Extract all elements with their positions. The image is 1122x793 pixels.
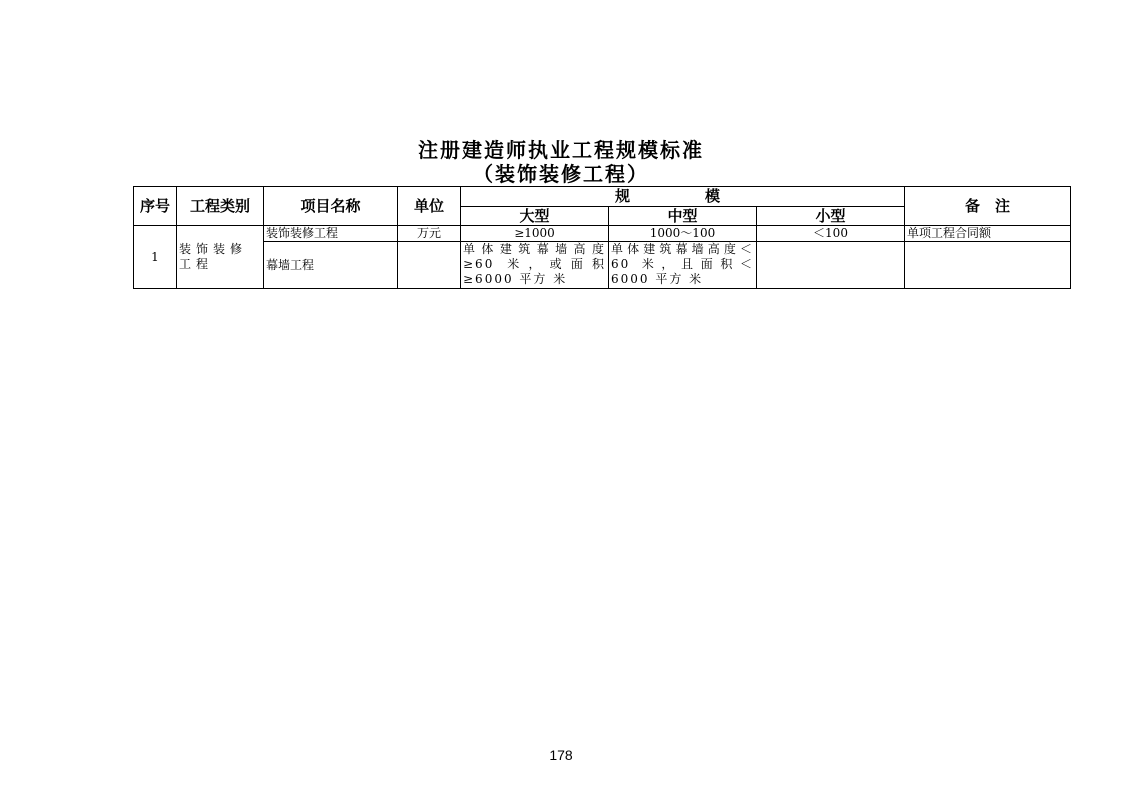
header-remarks: 备 注 [905,187,1071,226]
cell-seq: 1 [134,226,177,289]
header-scale: 规 模 [461,187,905,207]
page-number: 178 [549,747,573,763]
cell-small: ＜100 [757,226,905,242]
header-large: 大型 [461,206,609,226]
cell-large: 单体建筑幕墙高度≥60 米，或面积≥6000 平方 米 [461,242,609,289]
header-seq: 序号 [134,187,177,226]
header-medium: 中型 [609,206,757,226]
cell-medium: 1000～100 [609,226,757,242]
scale-standard-table [133,186,1071,289]
cell-small [757,242,905,289]
cell-item: 装饰装修工程 [264,226,398,242]
cell-category: 装饰装修工程 [177,226,264,289]
header-unit: 单位 [398,187,461,226]
header-item: 项目名称 [264,187,398,226]
cell-large: ≥1000 [461,226,609,242]
cell-medium: 单体建筑幕墙高度＜60 米，且面积＜6000 平方 米 [609,242,757,289]
header-small: 小型 [757,206,905,226]
cell-remarks: 单项工程合同额 [905,226,1071,242]
cell-unit: 万元 [398,226,461,242]
cell-item: 幕墙工程 [264,242,398,289]
document-subtitle: （装饰装修工程） [473,162,649,186]
table-header-row [134,187,1071,207]
cell-remarks [905,242,1071,289]
header-category: 工程类别 [177,187,264,226]
document-title: 注册建造师执业工程规模标准 [418,138,704,162]
table-row [134,242,1071,289]
table-row [134,226,1071,242]
cell-unit [398,242,461,289]
